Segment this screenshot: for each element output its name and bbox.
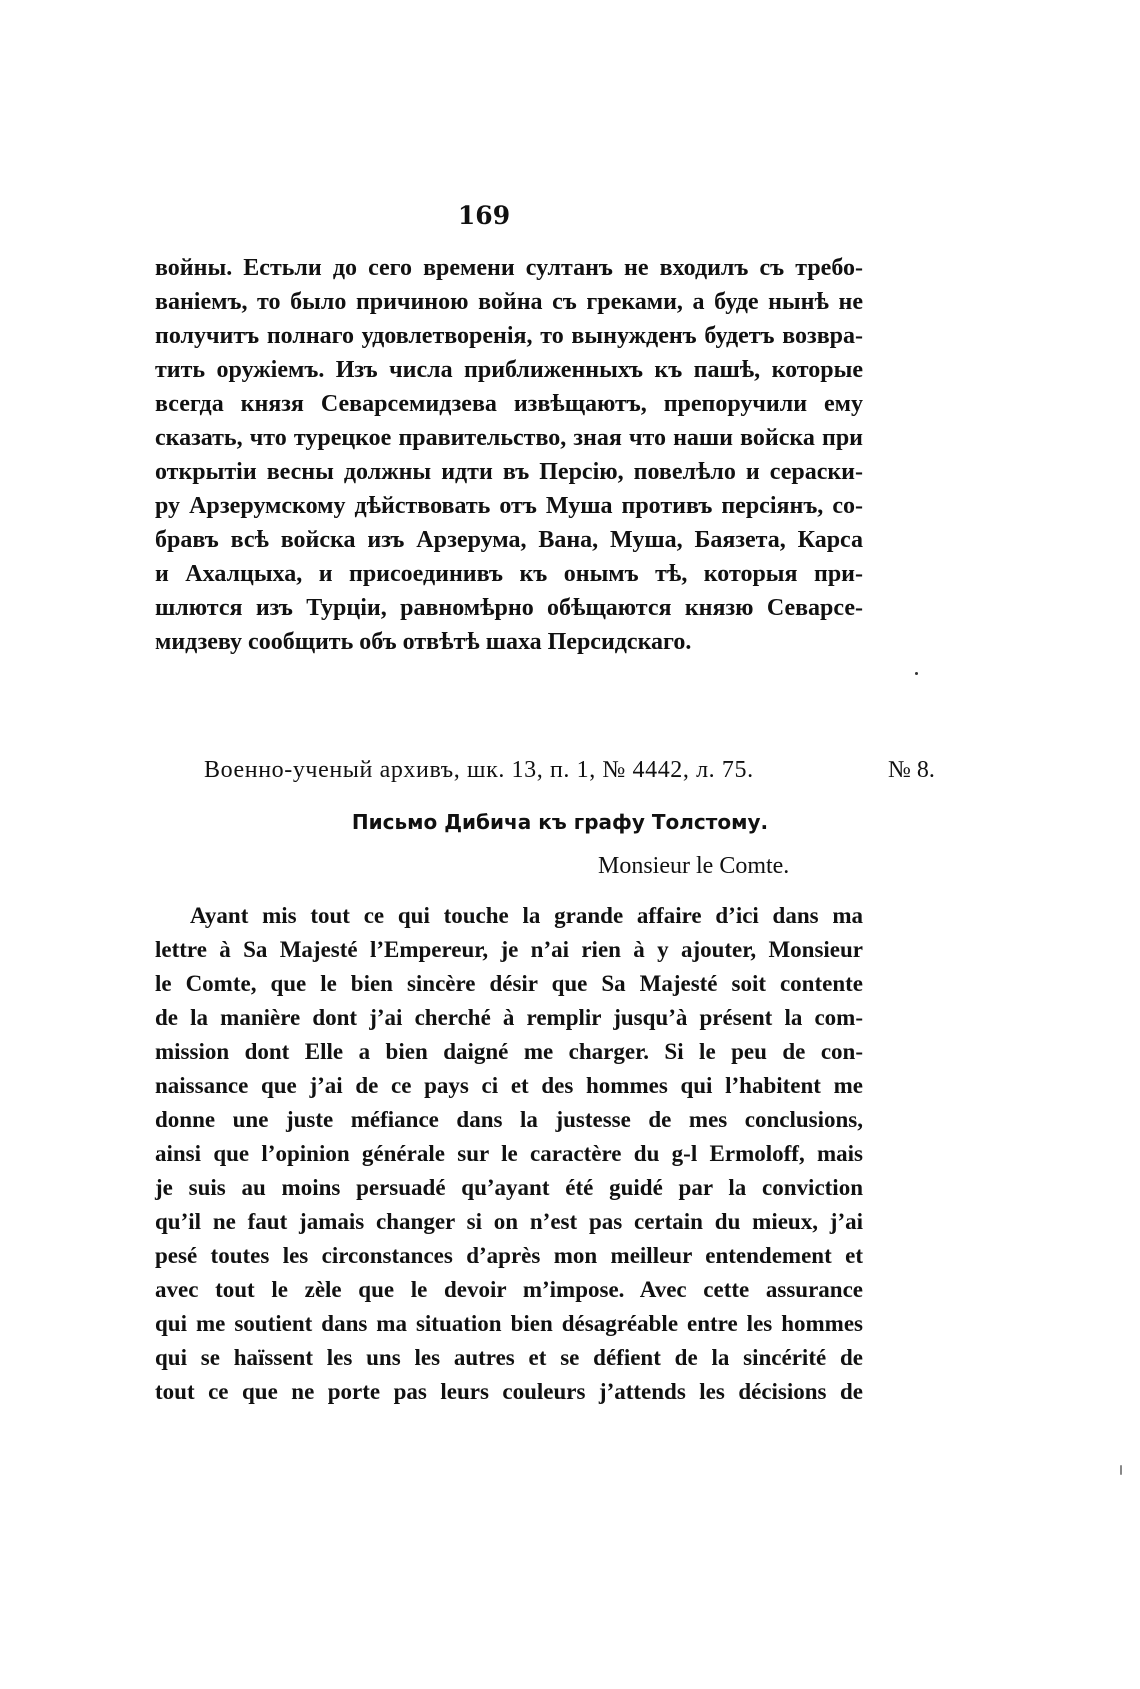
text-line: открытiи весны должны идти въ Персiю, повелѣло и сераски- [155,459,863,485]
text-line: je suis au moins persuadé qu’ayant été guidé par la conviction [155,1175,863,1200]
text-line: всегда князя Севарсемидзева извѣщаютъ, препоручили ему [155,391,863,417]
text-line: ainsi que l’opinion générale sur le caractère du g-l Ermoloff, mais [155,1141,863,1166]
scan-speck [1120,1465,1122,1475]
letter-heading: Письмо Дибича къ графу Толстому. [351,810,769,834]
text-line: ванiемъ, то было причиною война съ греками, а буде нынѣ не [155,289,863,315]
text-line: donne une juste méfiance dans la justesse de mes conclusions, [155,1107,863,1132]
text-line: avec tout le zèle que le devoir m’impose. Avec cette assurance [155,1277,863,1302]
text-line: получитъ полнаго удовлетворенiя, то вынужденъ будетъ возвра- [155,323,863,349]
text-line: de la manière dont j’ai cherché à remplir jusqu’à présent la com- [155,1005,863,1030]
text-line: тить оружiемъ. Изъ числа приближенныхъ къ пашѣ, которые [155,357,863,383]
text-line: Ayant mis tout ce qui touche la grande affaire d’ici dans ma [190,903,863,928]
text-line: сказать, что турецкое правительство, зная что наши войска при [155,425,863,451]
text-line: бравъ всѣ войска изъ Арзерума, Вана, Муша, Баязета, Карса [155,527,863,553]
text-line: qui se haïssent les uns les autres et se défient de la sincérité de [155,1345,863,1370]
text-line: tout ce que ne porte pas leurs couleurs j’attends les décisions de [155,1379,863,1404]
text-line: naissance que j’ai de ce pays ci et des hommes qui l’habitent me [155,1073,863,1098]
text-line: lettre à Sa Majesté l’Empereur, je n’ai rien à y ajouter, Monsieur [155,937,863,962]
text-line: войны. Естьли до сего времени султанъ не входилъ съ требо- [155,255,863,281]
salutation: Monsieur le Comte. [598,853,790,879]
text-line: le Comte, que le bien sincère désir que Sa Majesté soit contente [155,971,863,996]
archive-reference: Военно-ученый архивъ, шк. 13, п. 1, № 4442, л. 75. [204,757,754,783]
text-line: qui me soutient dans ma situation bien désagréable entre les hommes [155,1311,863,1336]
text-line: шлются изъ Турцiи, равномѣрно обѣщаются князю Севарсе- [155,595,863,621]
text-line: ру Арзерумскому дѣйствовать отъ Муша противъ персiянъ, со- [155,493,863,519]
text-line: qu’il ne faut jamais changer si on n’est pas certain du mieux, j’ai [155,1209,863,1234]
text-line: pesé toutes les circonstances d’après mon meilleur entendement et [155,1243,863,1268]
text-line: mission dont Elle a bien daigné me charger. Si le peu de con- [155,1039,863,1064]
scan-speck [915,672,918,675]
text-line: и Ахалцыха, и присоединивъ къ онымъ тѣ, которыя при- [155,561,863,587]
document-number: № 8. [888,757,935,783]
text-line: мидзеву сообщить объ отвѣтѣ шаха Персидскаго. [155,629,692,655]
page-number: 169 [457,201,511,230]
